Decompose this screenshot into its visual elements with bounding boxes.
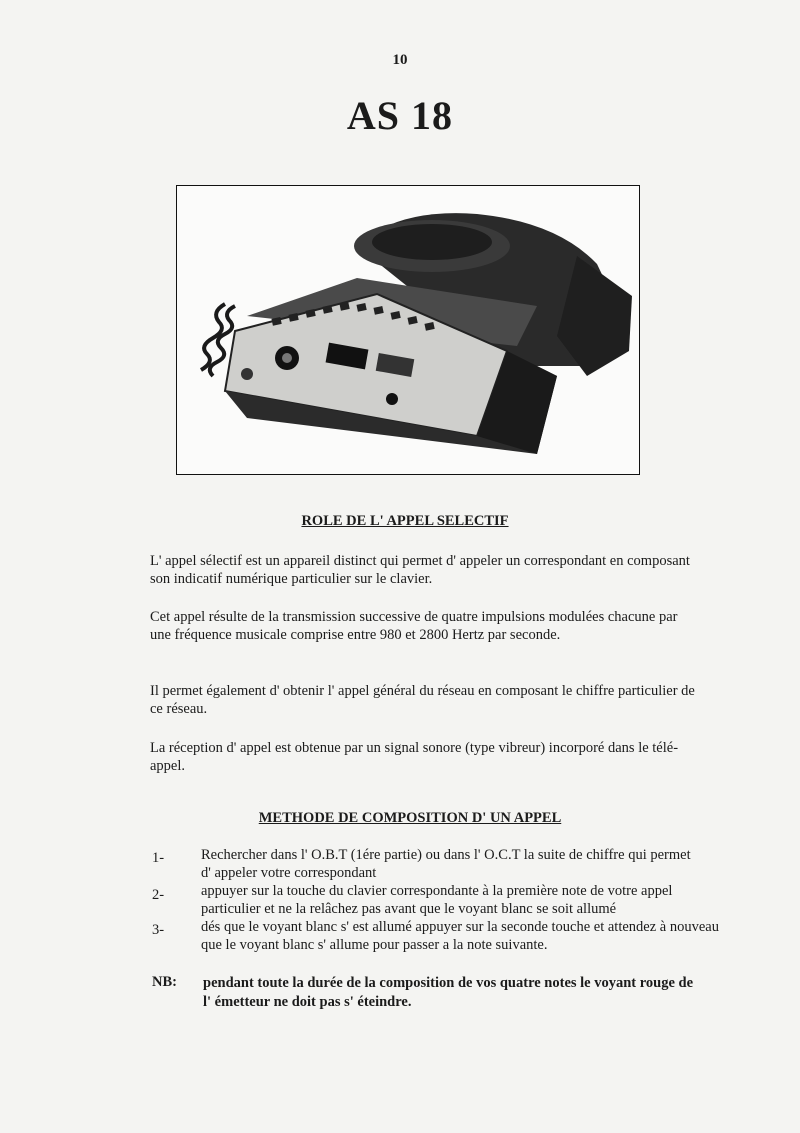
note-label: NB: (152, 974, 177, 990)
step-text: dés que le voyant blanc s' est allumé appuyer sur la seconde touche et attendez à nouveau que le voyant blanc s' allume pour passer a la note suivante. (201, 919, 719, 953)
page-number: 10 (392, 52, 408, 68)
radio-unit-illustration (177, 186, 639, 474)
paragraph: La réception d' appel est obtenue par un signal sonore (type vibreur) incorporé dans le télé-appel. (150, 740, 679, 774)
step-text: Rechercher dans l' O.B.T (1ére partie) ou dans l' O.C.T la suite de chiffre qui permet d' appeler votre correspondant (201, 847, 691, 881)
product-photo (176, 185, 640, 475)
paragraph: Cet appel résulte de la transmission successive de quatre impulsions modulées chacune par une fréquence musicale comprise entre 980 et 2800 Hertz par seconde. (150, 609, 678, 643)
step-number: 1- (152, 850, 165, 866)
note-text: pendant toute la durée de la composition de vos quatre notes le voyant rouge de l' émetteur ne doit pas s' éteindre. (203, 975, 694, 1010)
paragraph: L' appel sélectif est un appareil distinct qui permet d' appeler un correspondant en composant son indicatif numérique particulier sur le clavier. (150, 553, 690, 587)
document-title: AS 18 (346, 93, 454, 138)
step-number: 3- (152, 922, 165, 938)
step-text: appuyer sur la touche du clavier correspondante à la première note de votre appel particulier et ne la relâchez pas avant que le voyant blanc se soit allumé (201, 883, 673, 917)
paragraph: Il permet également d' obtenir l' appel général du réseau en composant le chiffre particulier de ce réseau. (150, 683, 695, 717)
section-heading-call-method: METHODE DE COMPOSITION D' UN APPEL (258, 810, 562, 826)
step-number: 2- (152, 887, 165, 903)
section-heading-selective-call: ROLE DE L' APPEL SELECTIF (301, 513, 509, 529)
